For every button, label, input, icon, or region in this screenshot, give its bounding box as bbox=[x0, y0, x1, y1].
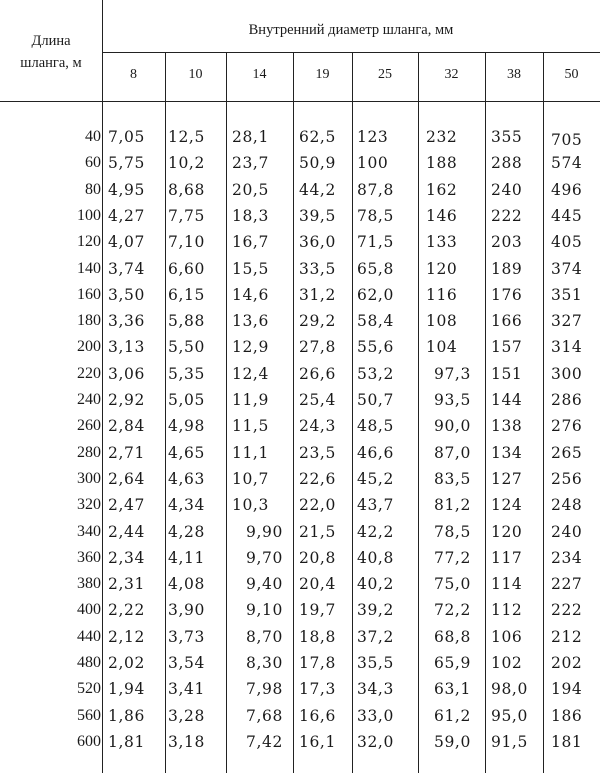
table-cell: 123 bbox=[357, 128, 389, 146]
table-cell: 351 bbox=[551, 285, 583, 304]
table-cell: 34,3 bbox=[357, 680, 394, 699]
table-cell: 4,34 bbox=[168, 496, 205, 515]
table-cell: 4,65 bbox=[168, 443, 205, 462]
table-cell: 7,68 bbox=[246, 706, 283, 725]
table-cell: 1,81 bbox=[108, 732, 145, 751]
diameter-header: Внутренний диаметр шланга, мм bbox=[248, 22, 454, 38]
table-row bbox=[0, 440, 600, 466]
table-cell: 240 bbox=[551, 522, 583, 541]
table-row bbox=[0, 703, 600, 729]
table-row bbox=[0, 282, 600, 308]
table-cell: 2,47 bbox=[108, 496, 145, 515]
table-cell: 75,0 bbox=[434, 575, 471, 594]
table-cell: 9,90 bbox=[246, 522, 283, 541]
table-cell: 23,7 bbox=[232, 154, 269, 173]
table-cell: 7,42 bbox=[246, 732, 283, 751]
row-length bbox=[0, 676, 101, 702]
table-cell: 18,8 bbox=[299, 627, 336, 646]
table-cell: 100 bbox=[357, 154, 389, 173]
table-cell: 87,8 bbox=[357, 180, 394, 199]
table-cell: 32,0 bbox=[357, 732, 394, 751]
table-cell: 3,73 bbox=[168, 627, 205, 646]
row-length-value: 360 bbox=[77, 548, 101, 566]
table-row bbox=[0, 256, 600, 282]
row-length-value: 40 bbox=[85, 128, 101, 145]
table-cell: 42,2 bbox=[357, 522, 394, 541]
length-header bbox=[14, 30, 88, 74]
table-cell: 78,5 bbox=[357, 206, 394, 225]
table-row bbox=[0, 597, 600, 623]
table-row bbox=[0, 650, 600, 676]
table-cell: 10,2 bbox=[168, 154, 205, 173]
table-cell: 16,1 bbox=[299, 732, 336, 751]
table-cell: 44,2 bbox=[299, 180, 336, 199]
table-cell: 120 bbox=[491, 522, 523, 541]
table-row bbox=[0, 545, 600, 571]
diameter-column-header: 32 bbox=[444, 67, 459, 82]
table-cell: 120 bbox=[426, 259, 458, 278]
table-cell: 9,10 bbox=[246, 601, 283, 620]
diameter-column-header: 25 bbox=[378, 67, 392, 82]
table-cell: 2,92 bbox=[108, 391, 145, 409]
table-cell: 2,22 bbox=[108, 601, 145, 620]
table-cell: 104 bbox=[426, 338, 458, 357]
table-cell: 327 bbox=[551, 312, 583, 331]
table-cell: 43,7 bbox=[357, 496, 394, 515]
table-cell: 8,68 bbox=[168, 180, 205, 199]
table-cell: 35,5 bbox=[357, 654, 394, 672]
table-row bbox=[0, 177, 600, 203]
table-cell: 300 bbox=[551, 364, 583, 383]
table-cell: 2,44 bbox=[108, 522, 145, 541]
table-cell: 22,0 bbox=[299, 496, 336, 515]
table-cell: 7,75 bbox=[168, 206, 205, 225]
row-length-value: 60 bbox=[85, 154, 101, 172]
table-cell: 91,5 bbox=[491, 732, 528, 751]
row-length bbox=[0, 308, 101, 334]
row-length-value: 480 bbox=[77, 654, 101, 671]
table-cell: 256 bbox=[551, 469, 583, 488]
table-cell: 4,11 bbox=[168, 548, 205, 567]
table-row bbox=[0, 492, 600, 518]
table-cell: 189 bbox=[491, 259, 523, 278]
table-cell: 46,6 bbox=[357, 443, 394, 462]
table-cell: 81,2 bbox=[434, 496, 471, 515]
table-cell: 203 bbox=[491, 233, 523, 252]
table-cell: 29,2 bbox=[299, 312, 336, 331]
table-cell: 2,02 bbox=[108, 654, 145, 672]
table-cell: 108 bbox=[426, 312, 458, 331]
table-cell: 78,5 bbox=[434, 522, 471, 541]
table-cell: 212 bbox=[551, 627, 583, 646]
row-length-value: 600 bbox=[77, 732, 101, 750]
table-cell: 87,0 bbox=[434, 443, 471, 462]
table-cell: 59,0 bbox=[434, 732, 471, 751]
table-cell: 62,0 bbox=[357, 285, 394, 304]
length-header-line1: Длина bbox=[31, 33, 71, 49]
table-cell: 9,70 bbox=[246, 548, 283, 567]
table-cell: 33,5 bbox=[299, 259, 336, 278]
table-cell: 10,3 bbox=[232, 496, 269, 515]
table-cell: 127 bbox=[491, 469, 523, 488]
table-cell: 106 bbox=[491, 627, 523, 646]
table-cell: 146 bbox=[426, 206, 458, 225]
table-cell: 3,13 bbox=[108, 338, 145, 357]
table-row bbox=[0, 413, 600, 439]
table-cell: 10,7 bbox=[232, 469, 269, 488]
table-cell: 71,5 bbox=[357, 233, 394, 252]
row-length-value: 200 bbox=[77, 338, 101, 356]
table-cell: 288 bbox=[491, 154, 523, 173]
row-length-value: 100 bbox=[77, 206, 101, 224]
table-cell: 61,2 bbox=[434, 706, 471, 725]
table-cell: 17,8 bbox=[299, 654, 336, 672]
table-row bbox=[0, 624, 600, 650]
table-cell: 276 bbox=[551, 417, 583, 436]
table-row bbox=[0, 729, 600, 755]
table-cell: 50,7 bbox=[357, 391, 394, 409]
row-length-value: 400 bbox=[77, 601, 101, 619]
table-cell: 314 bbox=[551, 338, 583, 357]
table-cell: 3,28 bbox=[168, 706, 205, 725]
table-cell: 20,4 bbox=[299, 575, 336, 594]
table-cell: 3,06 bbox=[108, 364, 145, 383]
table-cell: 11,1 bbox=[232, 443, 269, 462]
table-cell: 133 bbox=[426, 233, 458, 252]
table-cell: 95,0 bbox=[491, 706, 528, 725]
row-length bbox=[0, 203, 101, 229]
row-length bbox=[0, 492, 101, 518]
row-length-value: 280 bbox=[77, 443, 101, 461]
table-cell: 11,9 bbox=[232, 391, 269, 409]
table-cell: 40,8 bbox=[357, 548, 394, 567]
table-cell: 25,4 bbox=[299, 391, 336, 409]
table-cell: 55,6 bbox=[357, 338, 394, 357]
table-cell: 705 bbox=[551, 131, 583, 149]
table-cell: 134 bbox=[491, 443, 523, 462]
table-cell: 144 bbox=[491, 391, 523, 409]
row-length bbox=[0, 624, 101, 650]
diameter-column-header: 14 bbox=[252, 67, 267, 82]
table-cell: 4,98 bbox=[168, 417, 205, 436]
table-cell: 222 bbox=[551, 601, 583, 620]
table-cell: 22,6 bbox=[299, 469, 336, 488]
table-cell: 240 bbox=[491, 180, 523, 199]
row-length bbox=[0, 361, 101, 387]
table-cell: 176 bbox=[491, 285, 523, 304]
table-cell: 265 bbox=[551, 443, 583, 462]
table-cell: 188 bbox=[426, 154, 458, 173]
row-length bbox=[0, 334, 101, 360]
row-length bbox=[0, 282, 101, 308]
table-row bbox=[0, 387, 600, 413]
table-cell: 12,9 bbox=[232, 338, 269, 357]
table-cell: 102 bbox=[491, 654, 523, 672]
table-cell: 5,05 bbox=[168, 391, 205, 409]
table-cell: 3,36 bbox=[108, 312, 145, 331]
table-cell: 83,5 bbox=[434, 469, 471, 488]
table-cell: 3,54 bbox=[168, 654, 205, 672]
table-cell: 20,5 bbox=[232, 180, 269, 199]
table-row bbox=[0, 308, 600, 334]
table-cell: 37,2 bbox=[357, 627, 394, 646]
table-cell: 4,95 bbox=[108, 180, 145, 199]
row-length-value: 120 bbox=[77, 233, 101, 251]
row-length bbox=[0, 177, 101, 203]
table-cell: 16,6 bbox=[299, 706, 336, 725]
table-cell: 5,50 bbox=[168, 338, 205, 357]
row-length-value: 240 bbox=[77, 391, 101, 408]
table-cell: 45,2 bbox=[357, 469, 394, 488]
row-length-value: 440 bbox=[77, 627, 101, 645]
table-cell: 13,6 bbox=[232, 312, 269, 331]
table-cell: 4,08 bbox=[168, 575, 205, 594]
table-cell: 286 bbox=[551, 391, 583, 409]
row-length-value: 300 bbox=[77, 469, 101, 487]
row-length-value: 180 bbox=[77, 312, 101, 330]
row-length bbox=[0, 150, 101, 176]
table-cell: 2,71 bbox=[108, 443, 145, 462]
table-cell: 116 bbox=[426, 285, 458, 304]
table-cell: 23,5 bbox=[299, 443, 336, 462]
table-row bbox=[0, 676, 600, 702]
table-cell: 157 bbox=[491, 338, 523, 357]
table-cell: 405 bbox=[551, 233, 583, 252]
length-header-line2: шланга, м bbox=[20, 55, 82, 71]
table-cell: 4,28 bbox=[168, 522, 205, 541]
table-cell: 5,35 bbox=[168, 364, 205, 383]
row-length bbox=[0, 256, 101, 282]
table-cell: 574 bbox=[551, 154, 583, 173]
row-length bbox=[0, 124, 101, 150]
table-cell: 97,3 bbox=[434, 364, 471, 383]
table-cell: 2,84 bbox=[108, 417, 145, 436]
table-cell: 20,8 bbox=[299, 548, 336, 567]
table-cell: 15,5 bbox=[232, 259, 269, 278]
table-cell: 3,41 bbox=[168, 680, 205, 699]
table-cell: 114 bbox=[491, 575, 523, 594]
table-cell: 2,64 bbox=[108, 469, 145, 488]
row-length bbox=[0, 229, 101, 255]
table-cell: 8,30 bbox=[246, 654, 283, 672]
table-cell: 186 bbox=[551, 706, 583, 725]
row-length bbox=[0, 703, 101, 729]
header-bottom-rule bbox=[0, 101, 600, 102]
table-cell: 19,7 bbox=[299, 601, 336, 620]
table-cell: 90,0 bbox=[434, 417, 471, 436]
table-cell: 166 bbox=[491, 312, 523, 331]
table-cell: 12,5 bbox=[168, 128, 205, 146]
table-cell: 77,2 bbox=[434, 548, 471, 567]
row-length-value: 80 bbox=[85, 180, 101, 198]
row-length-value: 320 bbox=[77, 496, 101, 514]
table-cell: 5,88 bbox=[168, 312, 205, 331]
table-row bbox=[0, 124, 600, 150]
table-cell: 68,8 bbox=[434, 627, 471, 646]
row-length bbox=[0, 571, 101, 597]
table-cell: 72,2 bbox=[434, 601, 471, 620]
diameter-column-header: 38 bbox=[507, 67, 521, 82]
table-cell: 53,2 bbox=[357, 364, 394, 383]
header-divider bbox=[102, 52, 600, 53]
table-cell: 26,6 bbox=[299, 364, 336, 383]
table-cell: 234 bbox=[551, 548, 583, 567]
diameter-column-header: 19 bbox=[315, 67, 330, 82]
table-cell: 222 bbox=[491, 206, 523, 225]
table-cell: 58,4 bbox=[357, 312, 394, 331]
table-cell: 33,0 bbox=[357, 706, 394, 725]
table-cell: 39,2 bbox=[357, 601, 394, 620]
table-cell: 93,5 bbox=[434, 391, 471, 409]
table-cell: 14,6 bbox=[232, 285, 269, 304]
table-cell: 65,8 bbox=[357, 259, 394, 278]
row-length-value: 560 bbox=[77, 706, 101, 724]
table-cell: 27,8 bbox=[299, 338, 336, 357]
row-length-value: 260 bbox=[77, 417, 101, 435]
table-cell: 18,3 bbox=[232, 206, 269, 225]
table-cell: 24,3 bbox=[299, 417, 336, 436]
table-cell: 194 bbox=[551, 680, 583, 699]
table-cell: 1,94 bbox=[108, 680, 145, 699]
table-cell: 40,2 bbox=[357, 575, 394, 594]
table-cell: 50,9 bbox=[299, 154, 336, 173]
row-length-value: 340 bbox=[77, 522, 101, 540]
row-length bbox=[0, 650, 101, 676]
diameter-column-header: 10 bbox=[188, 67, 203, 82]
table-cell: 181 bbox=[551, 732, 583, 751]
table-cell: 7,10 bbox=[168, 233, 205, 252]
row-length-value: 140 bbox=[77, 259, 101, 277]
table-row bbox=[0, 334, 600, 360]
table-cell: 5,75 bbox=[108, 154, 145, 173]
table-cell: 117 bbox=[491, 548, 523, 567]
row-length bbox=[0, 440, 101, 466]
table-cell: 48,5 bbox=[357, 417, 394, 436]
table-cell: 3,50 bbox=[108, 285, 145, 304]
table-cell: 374 bbox=[551, 259, 583, 278]
table-cell: 63,1 bbox=[434, 680, 471, 699]
table-cell: 162 bbox=[426, 180, 458, 199]
row-length bbox=[0, 413, 101, 439]
row-length bbox=[0, 729, 101, 755]
table-cell: 28,1 bbox=[232, 128, 269, 146]
table-cell: 7,98 bbox=[246, 680, 283, 699]
table-row bbox=[0, 150, 600, 176]
table-cell: 36,0 bbox=[299, 233, 336, 252]
table-cell: 112 bbox=[491, 601, 523, 620]
table-cell: 4,27 bbox=[108, 206, 145, 225]
table-cell: 9,40 bbox=[246, 575, 283, 594]
table-cell: 1,86 bbox=[108, 706, 145, 725]
table-cell: 21,5 bbox=[299, 522, 336, 541]
row-length bbox=[0, 545, 101, 571]
table-cell: 4,07 bbox=[108, 233, 145, 252]
table-row bbox=[0, 229, 600, 255]
table-cell: 98,0 bbox=[491, 680, 528, 699]
table-row bbox=[0, 203, 600, 229]
table-cell: 16,7 bbox=[232, 233, 269, 252]
row-length bbox=[0, 597, 101, 623]
table-cell: 65,9 bbox=[434, 654, 471, 672]
table-cell: 227 bbox=[551, 575, 583, 594]
table-cell: 3,18 bbox=[168, 732, 205, 751]
row-length-value: 220 bbox=[77, 364, 101, 382]
table-row bbox=[0, 571, 600, 597]
table-cell: 8,70 bbox=[246, 627, 283, 646]
table-cell: 496 bbox=[551, 180, 583, 199]
table-cell: 31,2 bbox=[299, 285, 336, 304]
table-cell: 17,3 bbox=[299, 680, 336, 699]
table-cell: 11,5 bbox=[232, 417, 269, 436]
row-length-value: 520 bbox=[77, 680, 101, 698]
table-cell: 138 bbox=[491, 417, 523, 436]
table-cell: 7,05 bbox=[108, 128, 145, 146]
table-cell: 151 bbox=[491, 364, 523, 383]
table-cell: 12,4 bbox=[232, 364, 269, 383]
row-length-value: 160 bbox=[77, 285, 101, 303]
row-length bbox=[0, 466, 101, 492]
table-cell: 2,34 bbox=[108, 548, 145, 567]
table-row bbox=[0, 519, 600, 545]
table-row bbox=[0, 361, 600, 387]
table-cell: 3,74 bbox=[108, 259, 145, 278]
table-cell: 355 bbox=[491, 128, 523, 146]
table-cell: 2,12 bbox=[108, 627, 145, 646]
table-cell: 62,5 bbox=[299, 128, 336, 146]
table-cell: 232 bbox=[426, 128, 458, 146]
row-length-value: 380 bbox=[77, 575, 101, 593]
table-cell: 202 bbox=[551, 654, 583, 672]
table-row bbox=[0, 466, 600, 492]
table-cell: 3,90 bbox=[168, 601, 205, 620]
table-cell: 124 bbox=[491, 496, 523, 515]
table-cell: 39,5 bbox=[299, 206, 336, 225]
table-cell: 445 bbox=[551, 206, 583, 225]
table-cell: 248 bbox=[551, 496, 583, 515]
table-cell: 6,60 bbox=[168, 259, 205, 278]
table-cell: 6,15 bbox=[168, 285, 205, 304]
table-cell: 2,31 bbox=[108, 575, 145, 594]
diameter-column-header: 50 bbox=[564, 67, 579, 82]
row-length bbox=[0, 519, 101, 545]
table-cell: 4,63 bbox=[168, 469, 205, 488]
diameter-column-header: 8 bbox=[130, 67, 137, 82]
row-length bbox=[0, 387, 101, 413]
